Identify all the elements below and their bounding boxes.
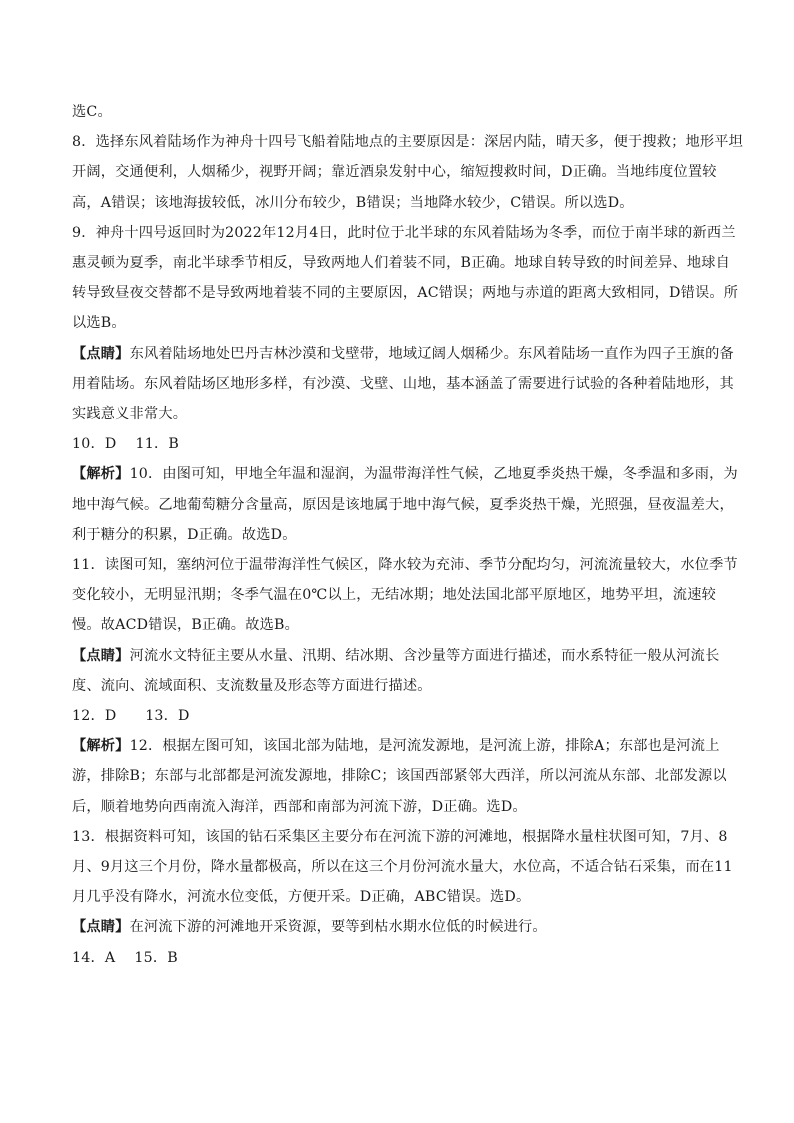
paragraph-9 — [72, 701, 744, 731]
paragraph-text: 13．根据资料可知，该国的钻石采集区主要分布在河流下游的河滩地，根据降水量柱状图可知，7月、8月、9月这三个月份，降水量都极高，所以在这三个月份河流水量大，水位高，不适合钻石采集，而在11月几乎没有降水，河流水位变低，方便开采。D正确，ABC错误。选D。 — [72, 828, 733, 906]
paragraph-1 — [72, 97, 744, 127]
paragraph-8 — [72, 641, 744, 701]
paragraph-tag: 【解析】 — [72, 466, 130, 483]
paragraph-text: 东风着陆场地处巴丹吉林沙漠和戈壁带，地域辽阔人烟稀少。东风着陆场一直作为四子王旗的备用着陆场。东风着陆场区地形多样，有沙漠、戈壁、山地，基本涵盖了需要进行试验的各种着陆地形，其实践意义非常大。 — [72, 345, 734, 423]
paragraph-text: 11．读图可知，塞纳河位于温带海洋性气候区，降水较为充沛、季节分配均匀，河流流量较大，水位季节变化较小，无明显汛期；冬季气温在0℃以上，无结冰期；地处法国北部平原地区，地势平坦，流速较慢。故ACD错误，B正确。故选B。 — [72, 557, 738, 634]
paragraph-text: 河流水文特征主要从水量、汛期、结冰期、含沙量等方面进行描述，而水系特征一般从河流长度、流向、流域面积、支流数量及形态等方面进行描述。 — [72, 647, 720, 694]
paragraph-text: 8．选择东风着陆场作为神舟十四号飞船着陆地点的主要原因是：深居内陆，晴天多，便于搜救；地形平坦开阔，交通便利，人烟稀少，视野开阔；靠近酒泉发射中心，缩短搜救时间，D正确。当地纬度位置较高，A错误；该地海拔较低，冰川分布较少，B错误；当地降水较少，C错误。所以选D。 — [72, 134, 744, 211]
paragraph-text: 10．由图可知，甲地全年温和湿润，为温带海洋性气候，乙地夏季炎热干燥，冬季温和多雨，为地中海气候。乙地葡萄糖分含量高，原因是该地属于地中海气候，夏季炎热干燥，光照强，昼夜温差大，利于糖分的积累，D正确。故选D。 — [72, 466, 738, 543]
paragraph-6 — [72, 459, 744, 550]
paragraph-text: 12．D 13．D — [72, 708, 190, 725]
paragraph-text: 9．神舟十四号返回时为2022年12月4日，此时位于北半球的东风着陆场为冬季，而位于南半球的新西兰惠灵顿为夏季，南北半球季节相反，导致两地人们着装不同，B正确。地球自转导致的时间差异、地球自转导致昼夜交替都不是导致两地着装不同的主要原因，AC错误；两地与赤道的距离大致相同，D错误。所以选B。 — [72, 224, 739, 332]
paragraph-text: 12．根据左图可知，该国北部为陆地，是河流发源地，是河流上游，排除A；东部也是河流上游，排除B；东部与北部都是河流发源地，排除C；该国西部紧邻大西洋，所以河流从东部、北部发源以后，顺着地势向西南流入海洋，西部和南部为河流下游，D正确。选D。 — [72, 738, 727, 815]
paragraph-7 — [72, 550, 744, 641]
paragraph-13 — [72, 943, 744, 973]
paragraph-2 — [72, 127, 744, 218]
paragraph-10 — [72, 731, 744, 822]
paragraph-text: 14．A 15．B — [72, 949, 178, 966]
paragraph-tag: 【点睛】 — [72, 647, 130, 664]
paragraph-5 — [72, 429, 744, 459]
paragraph-12 — [72, 912, 744, 942]
paragraph-tag: 【点睛】 — [72, 919, 130, 936]
paragraph-tag: 【点睛】 — [72, 345, 130, 362]
paragraph-11 — [72, 822, 744, 913]
paragraph-text: 10．D 11．B — [72, 436, 179, 453]
paragraph-tag: 【解析】 — [72, 738, 130, 755]
answer-text-block — [72, 97, 744, 973]
paragraph-3 — [72, 218, 744, 339]
paragraph-text: 在河流下游的河滩地开采资源，要等到枯水期水位低的时候进行。 — [129, 919, 547, 936]
paragraph-text: 选C。 — [72, 104, 112, 120]
paragraph-4 — [72, 339, 744, 430]
